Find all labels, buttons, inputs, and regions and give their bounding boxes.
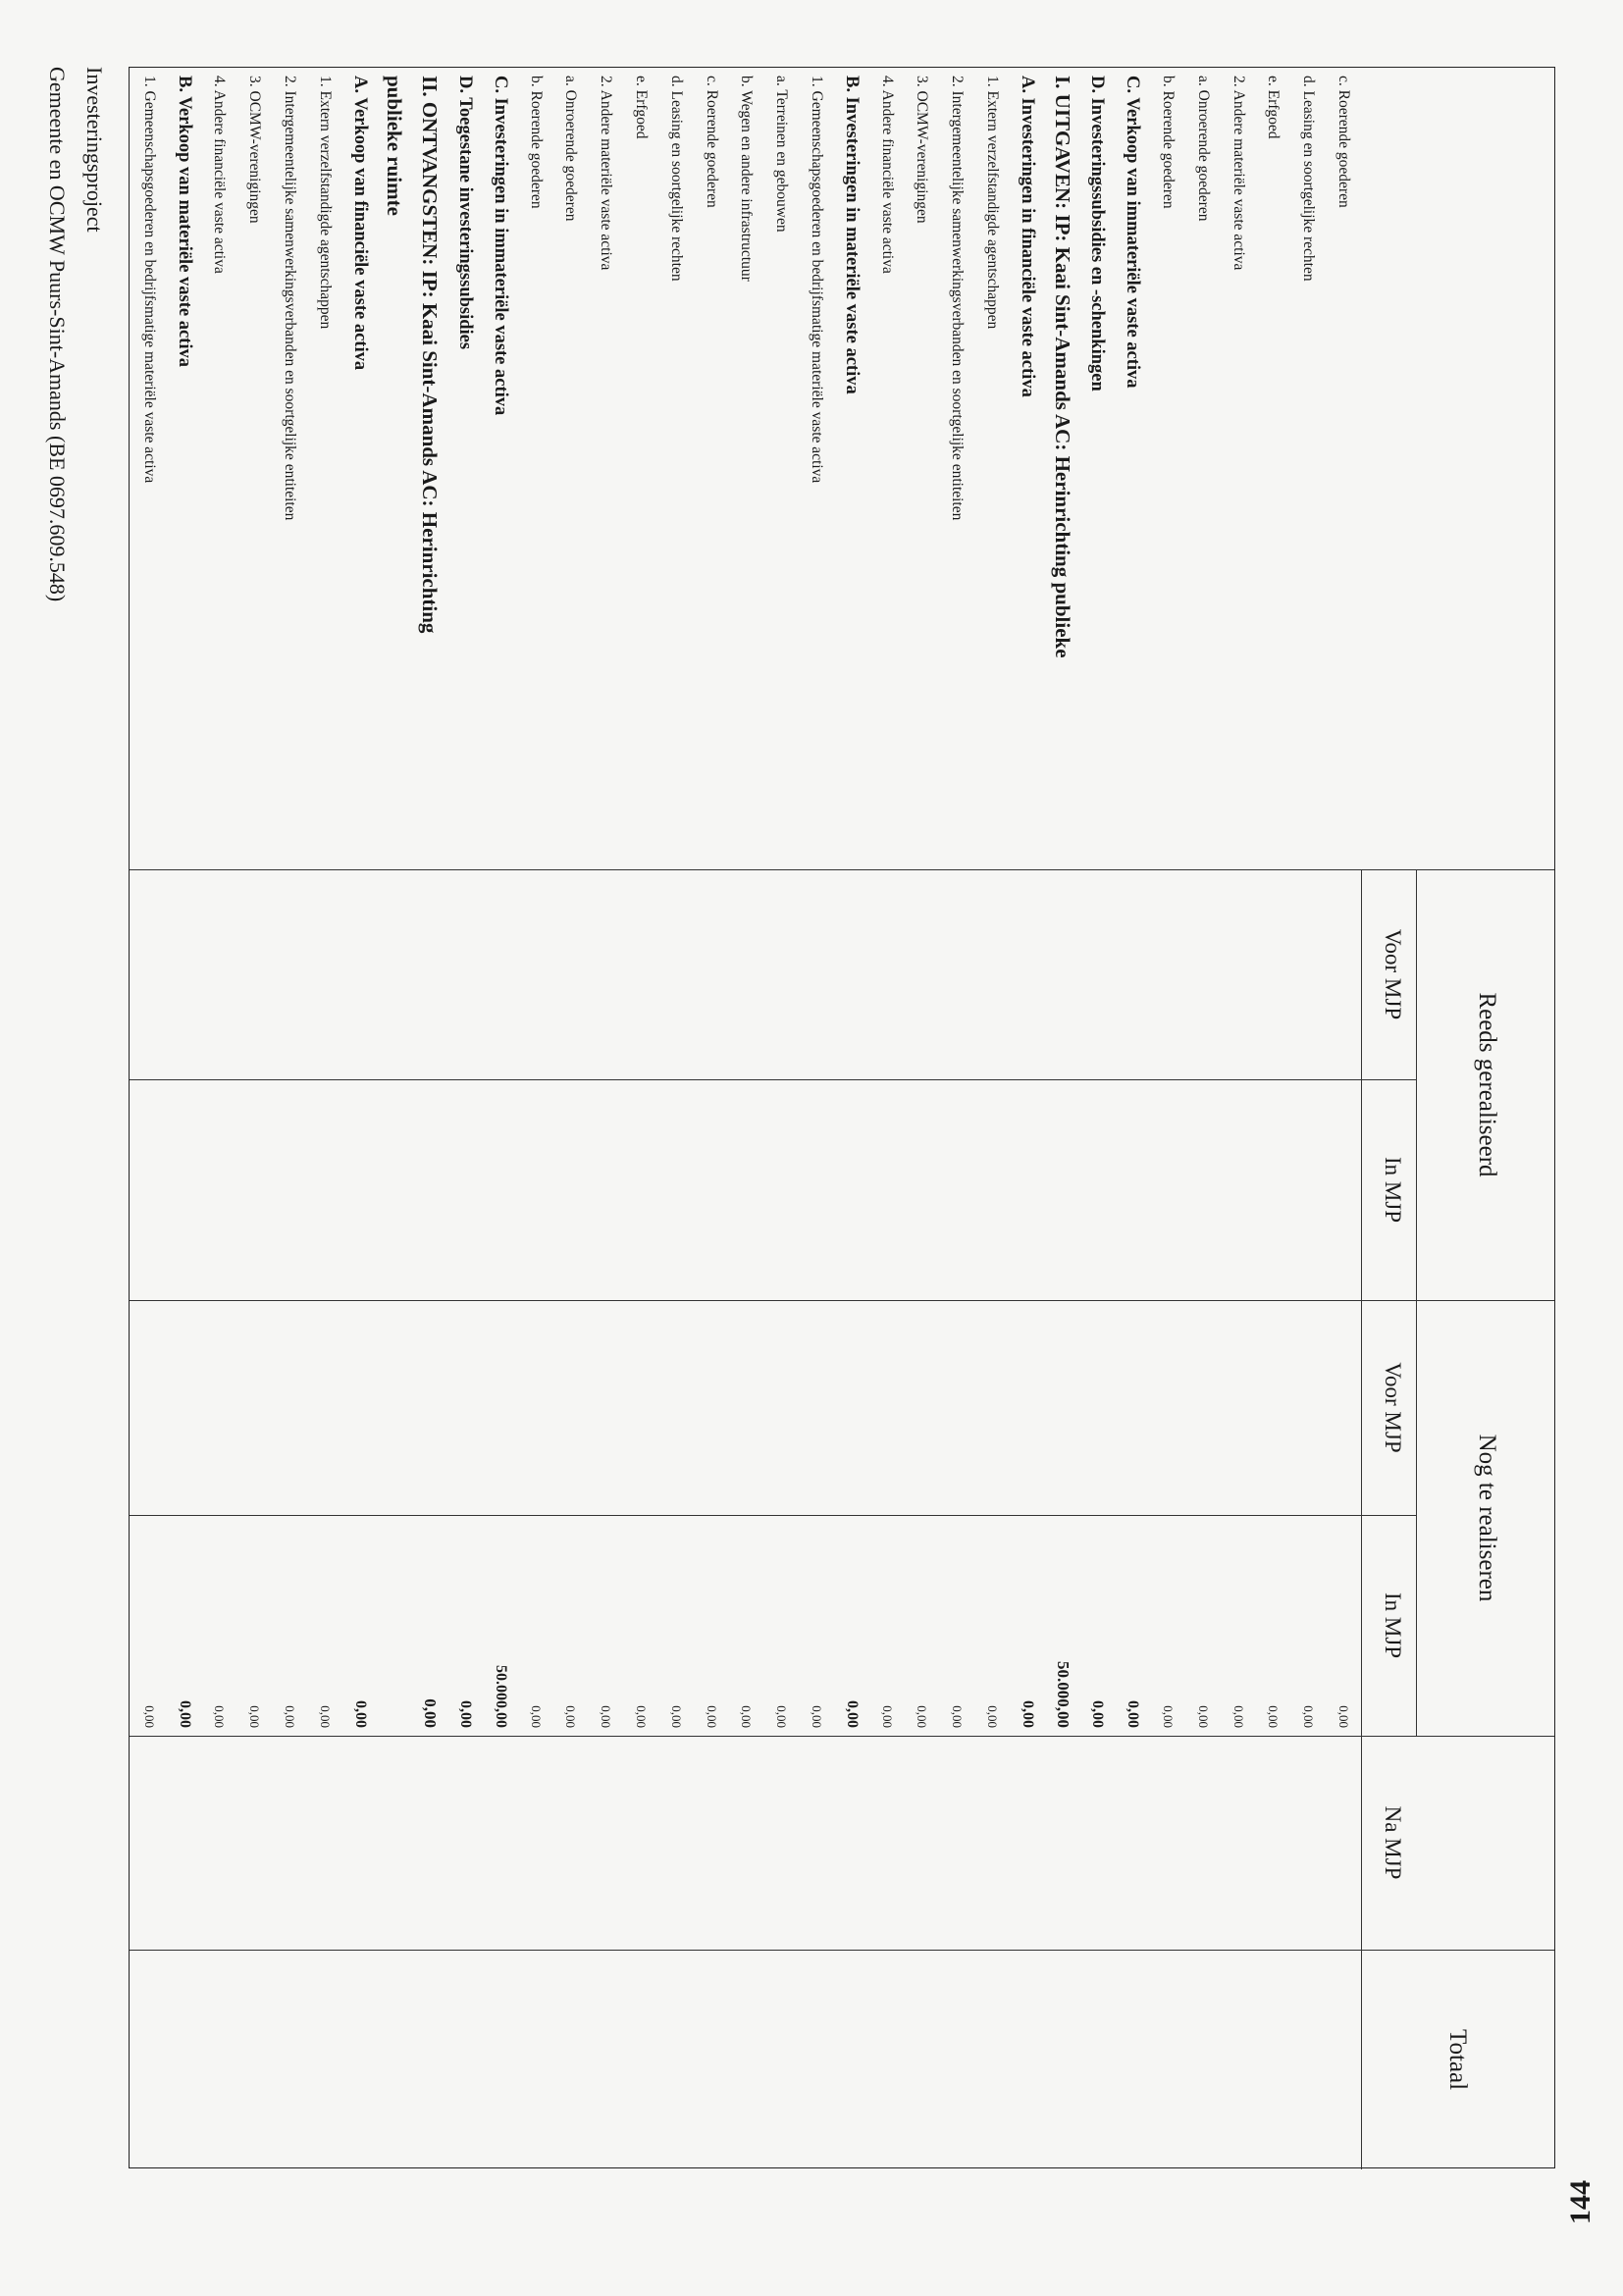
- cell-nog-in-mjp: 0,00: [1089, 1700, 1107, 1728]
- row-label: B. Verkoop van materiële vaste activa: [174, 76, 194, 367]
- table-row: [835, 68, 868, 2169]
- cell-nog-in-mjp: 0,00: [1336, 1705, 1351, 1728]
- table-row: [1256, 68, 1289, 2169]
- table-row: [519, 68, 552, 2169]
- footer-project-type: Investeringsproject: [82, 67, 107, 233]
- row-label: 3. OCMW-verenigingen: [246, 76, 264, 224]
- group-header-to-realise: Nog te realiseren: [1474, 1434, 1500, 1602]
- row-label: D. Investeringssubsidies en -schenkingen: [1087, 76, 1108, 391]
- table-row: [202, 68, 236, 2169]
- cell-nog-in-mjp: 0,00: [1125, 1700, 1142, 1728]
- row-label: A. Investeringen in financiële vaste activa: [1017, 76, 1037, 397]
- row-label: II. ONTVANGSTEN: IP: Kaai Sint-Amands AC: Herinrichting: [418, 76, 443, 634]
- row-label: b. Roerende goederen: [527, 76, 545, 209]
- row-label: B. Investeringen in materiële vaste activa: [841, 76, 862, 394]
- table-row: [308, 68, 341, 2169]
- cell-nog-in-mjp: 0,00: [283, 1705, 297, 1728]
- col-header-totaal: Totaal: [1444, 2028, 1471, 2091]
- cell-nog-in-mjp: 0,00: [317, 1705, 333, 1728]
- table-row: [1011, 68, 1044, 2169]
- row-label: 4. Andere financiële vaste activa: [878, 76, 896, 274]
- header-rule: [1416, 869, 1417, 1736]
- col-header-na-mjp: Na MJP: [1381, 1805, 1405, 1880]
- table-row: [659, 68, 693, 2169]
- row-label: e. Erfgoed: [633, 76, 650, 139]
- cell-nog-in-mjp: 0,00: [1266, 1705, 1282, 1728]
- cell-nog-in-mjp: 0,00: [599, 1705, 614, 1728]
- cell-nog-in-mjp: 0,00: [1161, 1705, 1176, 1728]
- cell-nog-in-mjp: 50.000,00: [1053, 1661, 1073, 1728]
- cell-nog-in-mjp: 0,00: [985, 1705, 1000, 1728]
- table-row: [484, 68, 517, 2169]
- cell-nog-in-mjp: 0,00: [739, 1705, 755, 1728]
- cell-nog-in-mjp: 50.000,00: [492, 1665, 509, 1728]
- cell-nog-in-mjp: 0,00: [212, 1705, 228, 1728]
- table-row: [1046, 68, 1079, 2169]
- row-label: 2. Andere materiële vaste activa: [1230, 76, 1247, 271]
- cell-nog-in-mjp: 0,00: [247, 1705, 263, 1728]
- row-label: publieke ruimte: [383, 76, 407, 216]
- row-label: b. Wegen en andere infrastructuur: [738, 76, 756, 282]
- page-number: 144: [1564, 2180, 1597, 2224]
- row-label: I. UITGAVEN: IP: Kaai Sint-Amands AC: Herinrichting publieke: [1050, 76, 1074, 658]
- row-label: b. Roerende goederen: [1160, 76, 1177, 209]
- table-row: [168, 68, 201, 2169]
- cell-nog-in-mjp: 0,00: [843, 1700, 861, 1728]
- table-row: [1151, 68, 1184, 2169]
- cell-nog-in-mjp: 0,00: [351, 1700, 369, 1728]
- row-label: a. Onroerende goederen: [562, 76, 580, 222]
- col-header-voor-mjp: Voor MJP: [1381, 1362, 1405, 1453]
- cell-nog-in-mjp: 0,00: [528, 1705, 544, 1728]
- row-label: 1. Extern verzelfstandigde agentschappen: [316, 76, 334, 330]
- table-row: [1080, 68, 1114, 2169]
- row-label: a. Terreinen en gebouwen: [773, 76, 791, 233]
- header-rule: [1361, 869, 1362, 2169]
- row-label: c. Roerende goederen: [1335, 76, 1352, 208]
- cell-nog-in-mjp: 0,00: [915, 1705, 930, 1728]
- row-label: C. Investeringen in immateriële vaste activa: [490, 76, 510, 416]
- row-label: 1. Extern verzelfstandigde agentschappen: [984, 76, 1001, 330]
- table-row: [940, 68, 973, 2169]
- investment-table: [129, 67, 1555, 2168]
- table-row: [553, 68, 587, 2169]
- table-row: [378, 68, 411, 2169]
- row-label: 3. OCMW-verenigingen: [914, 76, 931, 224]
- table-row: [273, 68, 306, 2169]
- cell-nog-in-mjp: 0,00: [1019, 1700, 1036, 1728]
- row-label: D. Toegestane investeringssubsidies: [455, 76, 475, 350]
- table-row: [624, 68, 657, 2169]
- table-row: [1222, 68, 1255, 2169]
- row-label: e. Erfgoed: [1265, 76, 1283, 139]
- row-label: A. Verkoop van financiële vaste activa: [349, 76, 370, 371]
- row-label: 2. Intergemeentelijke samenwerkingsverbanden en soortgelijke entiteiten: [282, 76, 298, 521]
- col-header-in-mjp: In MJP: [1381, 1156, 1405, 1224]
- row-label: a. Onroerende goederen: [1194, 76, 1212, 222]
- group-header-realised: Reeds gerealiseerd: [1474, 992, 1500, 1177]
- table-row: [870, 68, 904, 2169]
- table-row: [764, 68, 798, 2169]
- table-row: [132, 68, 166, 2169]
- cell-nog-in-mjp: 0,00: [1195, 1705, 1211, 1728]
- col-header-voor-mjp: Voor MJP: [1381, 928, 1405, 1020]
- table-row: [1116, 68, 1149, 2169]
- cell-nog-in-mjp: 0,00: [421, 1698, 441, 1728]
- table-row: [695, 68, 728, 2169]
- table-row: [1186, 68, 1220, 2169]
- table-row: [975, 68, 1009, 2169]
- table-row: [1291, 68, 1325, 2169]
- table-row: [1327, 68, 1360, 2169]
- cell-nog-in-mjp: 0,00: [176, 1700, 193, 1728]
- table-row: [905, 68, 938, 2169]
- cell-nog-in-mjp: 0,00: [457, 1700, 474, 1728]
- row-label: 4. Andere financiële vaste activa: [211, 76, 229, 274]
- cell-nog-in-mjp: 0,00: [879, 1705, 895, 1728]
- table-row: [589, 68, 622, 2169]
- row-label: d. Leasing en soortgelijke rechten: [667, 76, 685, 282]
- row-label: 2. Andere materiële vaste activa: [598, 76, 615, 271]
- cell-nog-in-mjp: 0,00: [634, 1705, 649, 1728]
- table-row: [448, 68, 482, 2169]
- row-label: C. Verkoop van immateriële vaste activa: [1123, 76, 1143, 389]
- cell-nog-in-mjp: 0,00: [1301, 1705, 1317, 1728]
- table-row: [237, 68, 271, 2169]
- table-row: [343, 68, 377, 2169]
- cell-nog-in-mjp: 0,00: [950, 1705, 966, 1728]
- cell-nog-in-mjp: 0,00: [704, 1705, 719, 1728]
- row-label: c. Roerende goederen: [703, 76, 720, 208]
- cell-nog-in-mjp: 0,00: [810, 1705, 824, 1728]
- table-row: [413, 68, 446, 2169]
- table-row: [800, 68, 833, 2169]
- cell-nog-in-mjp: 0,00: [1230, 1705, 1246, 1728]
- row-label: 1. Gemeenschapsgoederen en bedrijfsmatige materiële vaste activa: [140, 76, 158, 484]
- row-label: 1. Gemeenschapsgoederen en bedrijfsmatige materiële vaste activa: [809, 76, 825, 484]
- row-label: 2. Intergemeentelijke samenwerkingsverbanden en soortgelijke entiteiten: [949, 76, 967, 521]
- cell-nog-in-mjp: 0,00: [563, 1705, 579, 1728]
- col-header-in-mjp: In MJP: [1381, 1592, 1405, 1659]
- cell-nog-in-mjp: 0,00: [141, 1705, 157, 1728]
- cell-nog-in-mjp: 0,00: [774, 1705, 790, 1728]
- row-label: d. Leasing en soortgelijke rechten: [1300, 76, 1318, 282]
- footer-organisation: Gemeente en OCMW Puurs-Sint-Amands (BE 0697.609.548): [45, 67, 70, 602]
- cell-nog-in-mjp: 0,00: [668, 1705, 684, 1728]
- table-row: [729, 68, 762, 2169]
